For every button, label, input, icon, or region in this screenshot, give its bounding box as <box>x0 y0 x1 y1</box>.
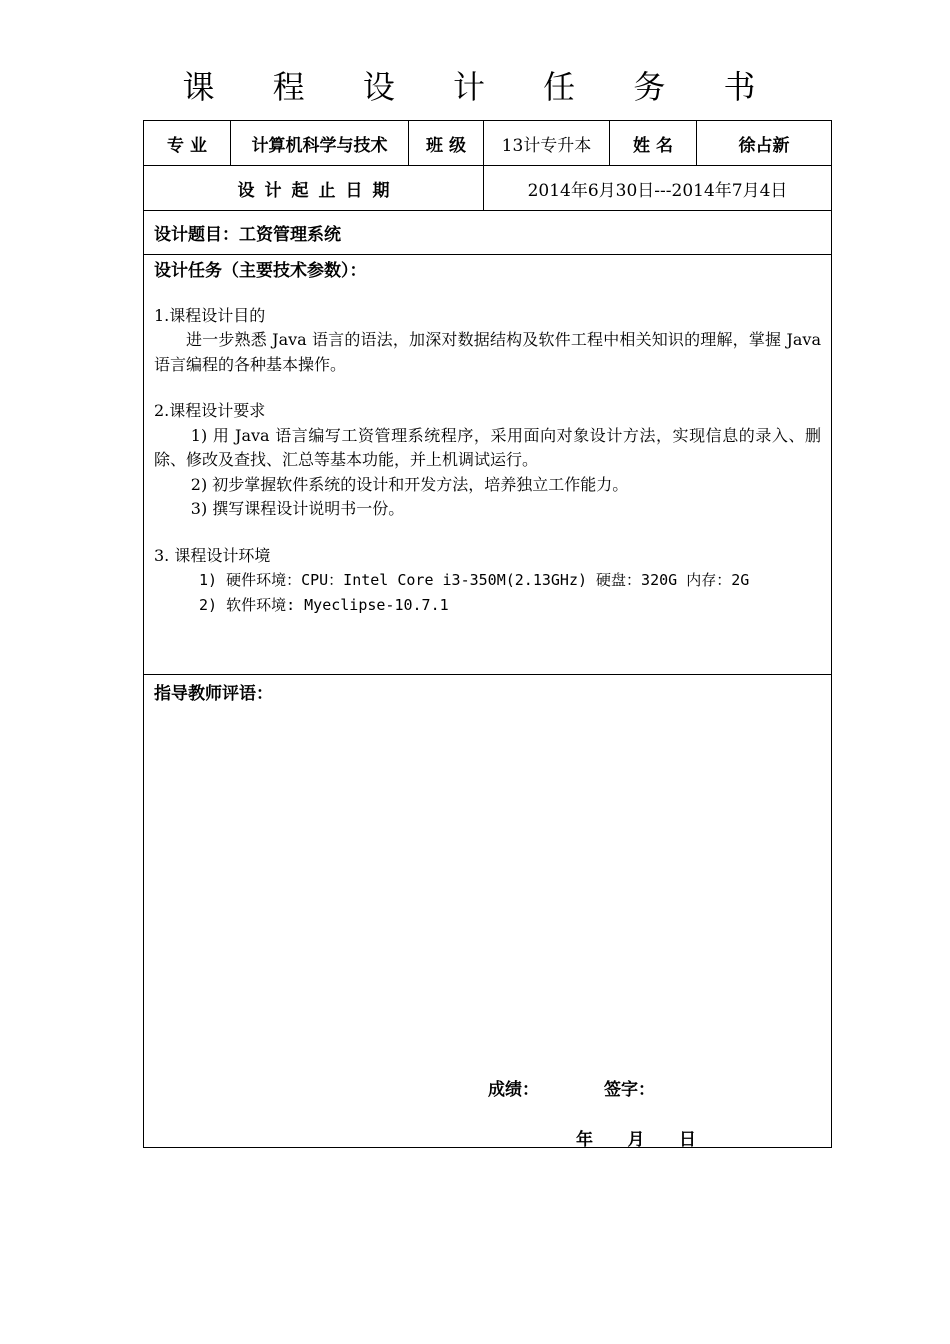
task-form-table <box>143 120 832 1148</box>
info-row <box>144 121 832 166</box>
task-row <box>144 255 832 675</box>
advisor-comment-heading: 指导教师评语： <box>154 684 273 704</box>
requirement-item: 2) 初步掌握软件系统的设计和开发方法，培养独立工作能力。 <box>190 474 629 494</box>
section2-title: 2.课程设计要求 <box>154 401 266 420</box>
signature-label: 签字： <box>604 1080 655 1100</box>
date-range-label: 设计起止日期 <box>237 180 400 201</box>
requirement-item: 1) 用 Java 语言编写工资管理系统程序，采用面向对象设计方法，实现信息的录入、删除、修改及查找、汇总等基本功能，并上机调试运行。 <box>154 425 821 469</box>
environment-item: 2) 软件环境: Myeclipse-10.7.1 <box>199 595 449 614</box>
year-label: 年 <box>576 1130 593 1150</box>
major-value: 计算机科学与技术 <box>231 121 409 166</box>
date-row <box>144 166 832 211</box>
topic-row <box>144 211 832 255</box>
date-range-value: 2014年6月30日---2014年7月4日 <box>484 166 832 211</box>
task-content <box>144 255 831 617</box>
comment-row <box>144 675 832 1148</box>
month-label: 月 <box>627 1130 645 1150</box>
name-label: 姓 名 <box>610 121 697 166</box>
class-value: 13计专升本 <box>484 121 610 166</box>
design-topic: 设计题目：工资管理系统 <box>154 225 341 245</box>
section1-body: 进一步熟悉 Java 语言的语法，加深对数据结构及软件工程中相关知识的理解，掌握 Java 语言编程的各种基本操作。 <box>154 330 821 374</box>
score-label: 成绩： <box>488 1080 539 1100</box>
requirement-item: 3) 撰写课程设计说明书一份。 <box>190 499 405 518</box>
day-label: 日 <box>679 1130 696 1150</box>
section1-title: 1.课程设计目的 <box>154 305 266 325</box>
major-label: 专 业 <box>144 121 231 166</box>
environment-item: 1) 硬件环境：CPU：Intel Core i3-350M(2.13GHz) 硬盘：320G 内存：2G <box>199 571 750 589</box>
sign-date-line <box>576 1125 696 1150</box>
section3-title: 3. 课程设计环境 <box>154 545 271 565</box>
class-label: 班 级 <box>409 121 484 166</box>
task-heading: 设计任务（主要技术参数）： <box>154 261 367 281</box>
name-value: 徐占新 <box>697 121 832 166</box>
document-title: 课 程 设 计 任 务 书 <box>182 68 780 106</box>
